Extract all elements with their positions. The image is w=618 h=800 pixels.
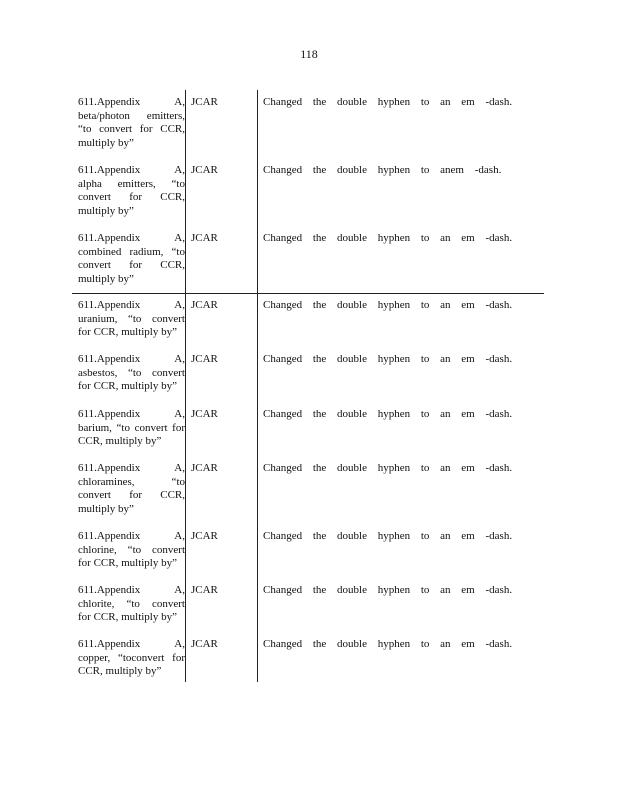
source-cell: JCAR	[186, 293, 258, 347]
action-cell: Changed the double hyphen to an em -dash.	[263, 638, 513, 650]
section-line: 611.Appendix A,	[78, 96, 185, 108]
section-line: 611.Appendix A,	[78, 462, 185, 474]
section-line: 611.Appendix A,	[78, 299, 185, 311]
section-line: multiply by”	[78, 502, 134, 515]
table-row	[72, 524, 544, 578]
section-cell	[72, 90, 186, 158]
section-cell	[72, 158, 186, 226]
section-cell	[72, 524, 186, 578]
source-cell: JCAR	[186, 578, 258, 632]
section-line: CCR, multiply by”	[78, 435, 162, 448]
action-cell: Changed the double hyphen to an em -dash.	[263, 232, 513, 244]
page-number: 118	[300, 47, 318, 61]
section-line: uranium, “to convert	[78, 312, 185, 325]
section-cell	[72, 578, 186, 632]
section-line: asbestos, “to convert	[78, 366, 185, 379]
section-line: for CCR, multiply by”	[78, 380, 177, 393]
section-line: for CCR, multiply by”	[78, 611, 177, 624]
section-line: for CCR, multiply by”	[78, 557, 177, 570]
section-cell	[72, 456, 186, 524]
section-line: alpha emitters, “to	[78, 177, 185, 190]
source-cell: JCAR	[186, 456, 258, 524]
section-cell	[72, 632, 186, 682]
action-cell: Changed the double hyphen to an em -dash.	[263, 584, 513, 596]
action-cell: Changed the double hyphen to an em -dash.	[263, 299, 513, 311]
action-cell: Changed the double hyphen to an em -dash.	[263, 96, 513, 108]
table-row	[72, 226, 544, 293]
section-line: barium, “to convert for	[78, 421, 185, 434]
section-line: chlorine, “to convert	[78, 543, 185, 556]
section-line: beta/photon emitters,	[78, 109, 185, 122]
section-line: convert for CCR,	[78, 489, 185, 502]
section-line: “to convert for CCR,	[78, 123, 185, 136]
table-row	[72, 402, 544, 456]
section-line: 611.Appendix A,	[78, 638, 185, 650]
source-cell: JCAR	[186, 90, 258, 158]
section-line: 611.Appendix A,	[78, 530, 185, 542]
section-line: CCR, multiply by”	[78, 665, 162, 678]
section-line: convert for CCR,	[78, 191, 185, 204]
source-cell: JCAR	[186, 347, 258, 402]
section-line: chlorite, “to convert	[78, 597, 185, 610]
source-cell: JCAR	[186, 524, 258, 578]
action-cell: Changed the double hyphen to an em -dash.	[263, 462, 513, 474]
section-line: multiply by”	[78, 136, 134, 149]
source-cell: JCAR	[186, 402, 258, 456]
section-line: combined radium, “to	[78, 245, 185, 258]
section-line: multiply by”	[78, 272, 134, 285]
section-line: for CCR, multiply by”	[78, 326, 177, 339]
table-row	[72, 347, 544, 402]
section-line: 611.Appendix A,	[78, 164, 185, 176]
section-cell	[72, 347, 186, 402]
section-line: 611.Appendix A,	[78, 232, 185, 244]
action-cell: Changed the double hyphen to anem -dash.	[263, 164, 502, 176]
table-row	[72, 578, 544, 632]
section-line: 611.Appendix A,	[78, 408, 185, 420]
table-row	[72, 90, 544, 158]
section-line: copper, “toconvert for	[78, 651, 185, 664]
table-row	[72, 293, 544, 347]
section-cell	[72, 226, 186, 293]
source-cell: JCAR	[186, 226, 258, 293]
section-cell	[72, 402, 186, 456]
section-line: multiply by”	[78, 204, 134, 217]
source-cell: JCAR	[186, 158, 258, 226]
table-row	[72, 158, 544, 226]
changes-table	[72, 90, 544, 682]
section-line: 611.Appendix A,	[78, 353, 185, 365]
section-line: chloramines, “to	[78, 475, 185, 488]
source-cell: JCAR	[186, 632, 258, 682]
section-line: 611.Appendix A,	[78, 584, 185, 596]
action-cell: Changed the double hyphen to an em -dash.	[263, 353, 513, 365]
action-cell: Changed the double hyphen to an em -dash.	[263, 408, 513, 420]
action-cell: Changed the double hyphen to an em -dash.	[263, 530, 513, 542]
section-line: convert for CCR,	[78, 259, 185, 272]
section-cell	[72, 293, 186, 347]
table-row	[72, 632, 544, 682]
table-row	[72, 456, 544, 524]
